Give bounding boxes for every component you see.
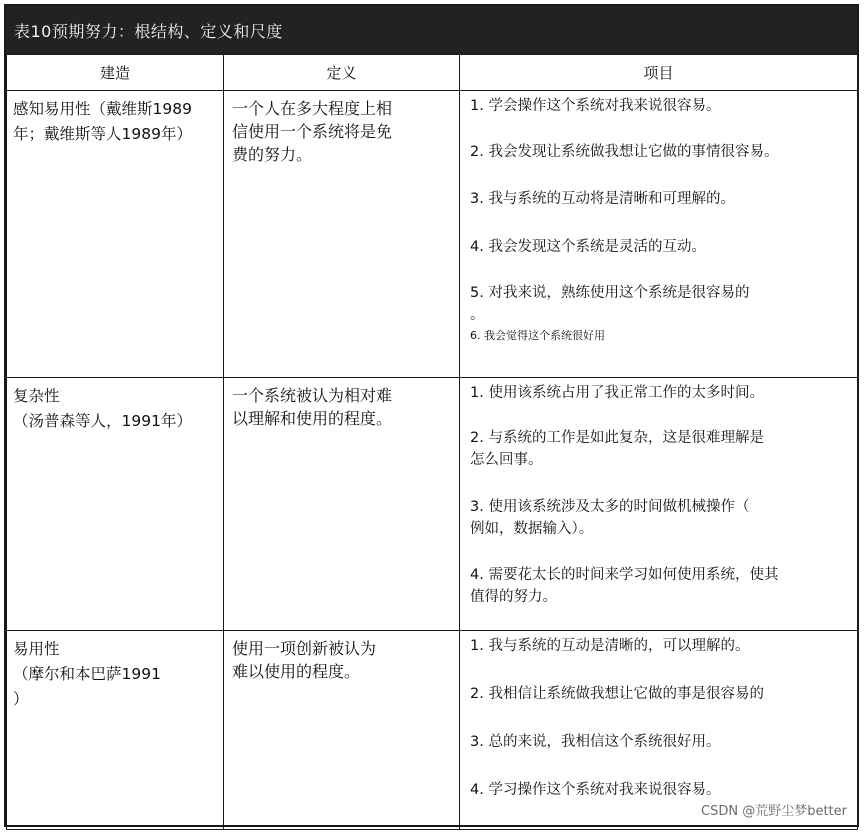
item-text: 1. 学会操作这个系统对我来说很容易。 (470, 98, 721, 114)
constructs-table (6, 54, 858, 830)
items-cell (460, 91, 858, 378)
construct-line: 感知易用性（戴维斯1989 (13, 100, 192, 118)
table-row (7, 378, 858, 631)
table-title: 表10预期努力：根结构、定义和尺度 (6, 6, 857, 54)
item-text: 4. 我会发现这个系统是灵活的互动。 (470, 239, 706, 255)
definition-line: 难以使用的程度。 (232, 662, 361, 681)
definition-line: 费的努力。 (232, 145, 313, 164)
construct-line: 年；戴维斯等人1989年） (13, 125, 192, 143)
definition-line: 以理解和使用的程度。 (232, 409, 393, 428)
item-text: 5. 对我来说，熟练使用这个系统是很容易的 (470, 285, 750, 301)
item-text: 2. 我会发现让系统做我想让它做的事情很容易。 (470, 144, 779, 160)
construct-cell (7, 631, 224, 830)
construct-line: （摩尔和本巴萨1991 (13, 665, 161, 683)
definition-cell (224, 378, 460, 631)
item-text: 值得的努力。 (470, 589, 557, 605)
item-text: 2. 我相信让系统做我想让它做的事是很容易的 (470, 686, 764, 702)
item-text: 4. 需要花太长的时间来学习如何使用系统，使其 (470, 567, 779, 583)
item-text: 6. 我会觉得这个系统很好用 (470, 329, 605, 342)
item-text: 1. 使用该系统占用了我正常工作的太多时间。 (470, 385, 764, 401)
header-row (7, 55, 858, 91)
item-text: 3. 使用该系统涉及太多的时间做机械操作（ (470, 499, 750, 515)
item-text: 1. 我与系统的互动是清晰的，可以理解的。 (470, 638, 750, 654)
construct-line: （汤普森等人，1991年） (13, 412, 192, 430)
construct-line: 复杂性 (13, 387, 60, 405)
definition-line: 使用一项创新被认为 (232, 639, 377, 658)
item-text: 。 (470, 307, 485, 323)
item-text: 3. 总的来说，我相信这个系统很好用。 (470, 734, 721, 750)
header-construct: 建造 (7, 55, 224, 91)
construct-line: ） (13, 690, 29, 708)
header-items: 项目 (460, 55, 858, 91)
definition-line: 一个系统被认为相对难 (232, 386, 393, 405)
definition-line: 信使用一个系统将是免 (232, 122, 393, 141)
items-cell (460, 378, 858, 631)
table-frame (4, 4, 859, 827)
item-text: 2. 与系统的工作是如此复杂，这是很难理解是 (470, 430, 764, 446)
item-text: 3. 我与系统的互动将是清晰和可理解的。 (470, 191, 735, 207)
construct-cell (7, 91, 224, 378)
item-text: 4. 学习操作这个系统对我来说很容易。 (470, 782, 721, 798)
construct-line: 易用性 (13, 640, 60, 658)
construct-cell (7, 378, 224, 631)
header-definition: 定义 (224, 55, 460, 91)
watermark: CSDN @荒野尘梦better (699, 800, 849, 819)
definition-line: 一个人在多大程度上相 (232, 99, 393, 118)
item-text: 例如，数据输入）。 (470, 521, 594, 537)
table-row (7, 91, 858, 378)
item-text: 怎么回事。 (470, 452, 543, 468)
definition-cell (224, 91, 460, 378)
definition-cell (224, 631, 460, 830)
